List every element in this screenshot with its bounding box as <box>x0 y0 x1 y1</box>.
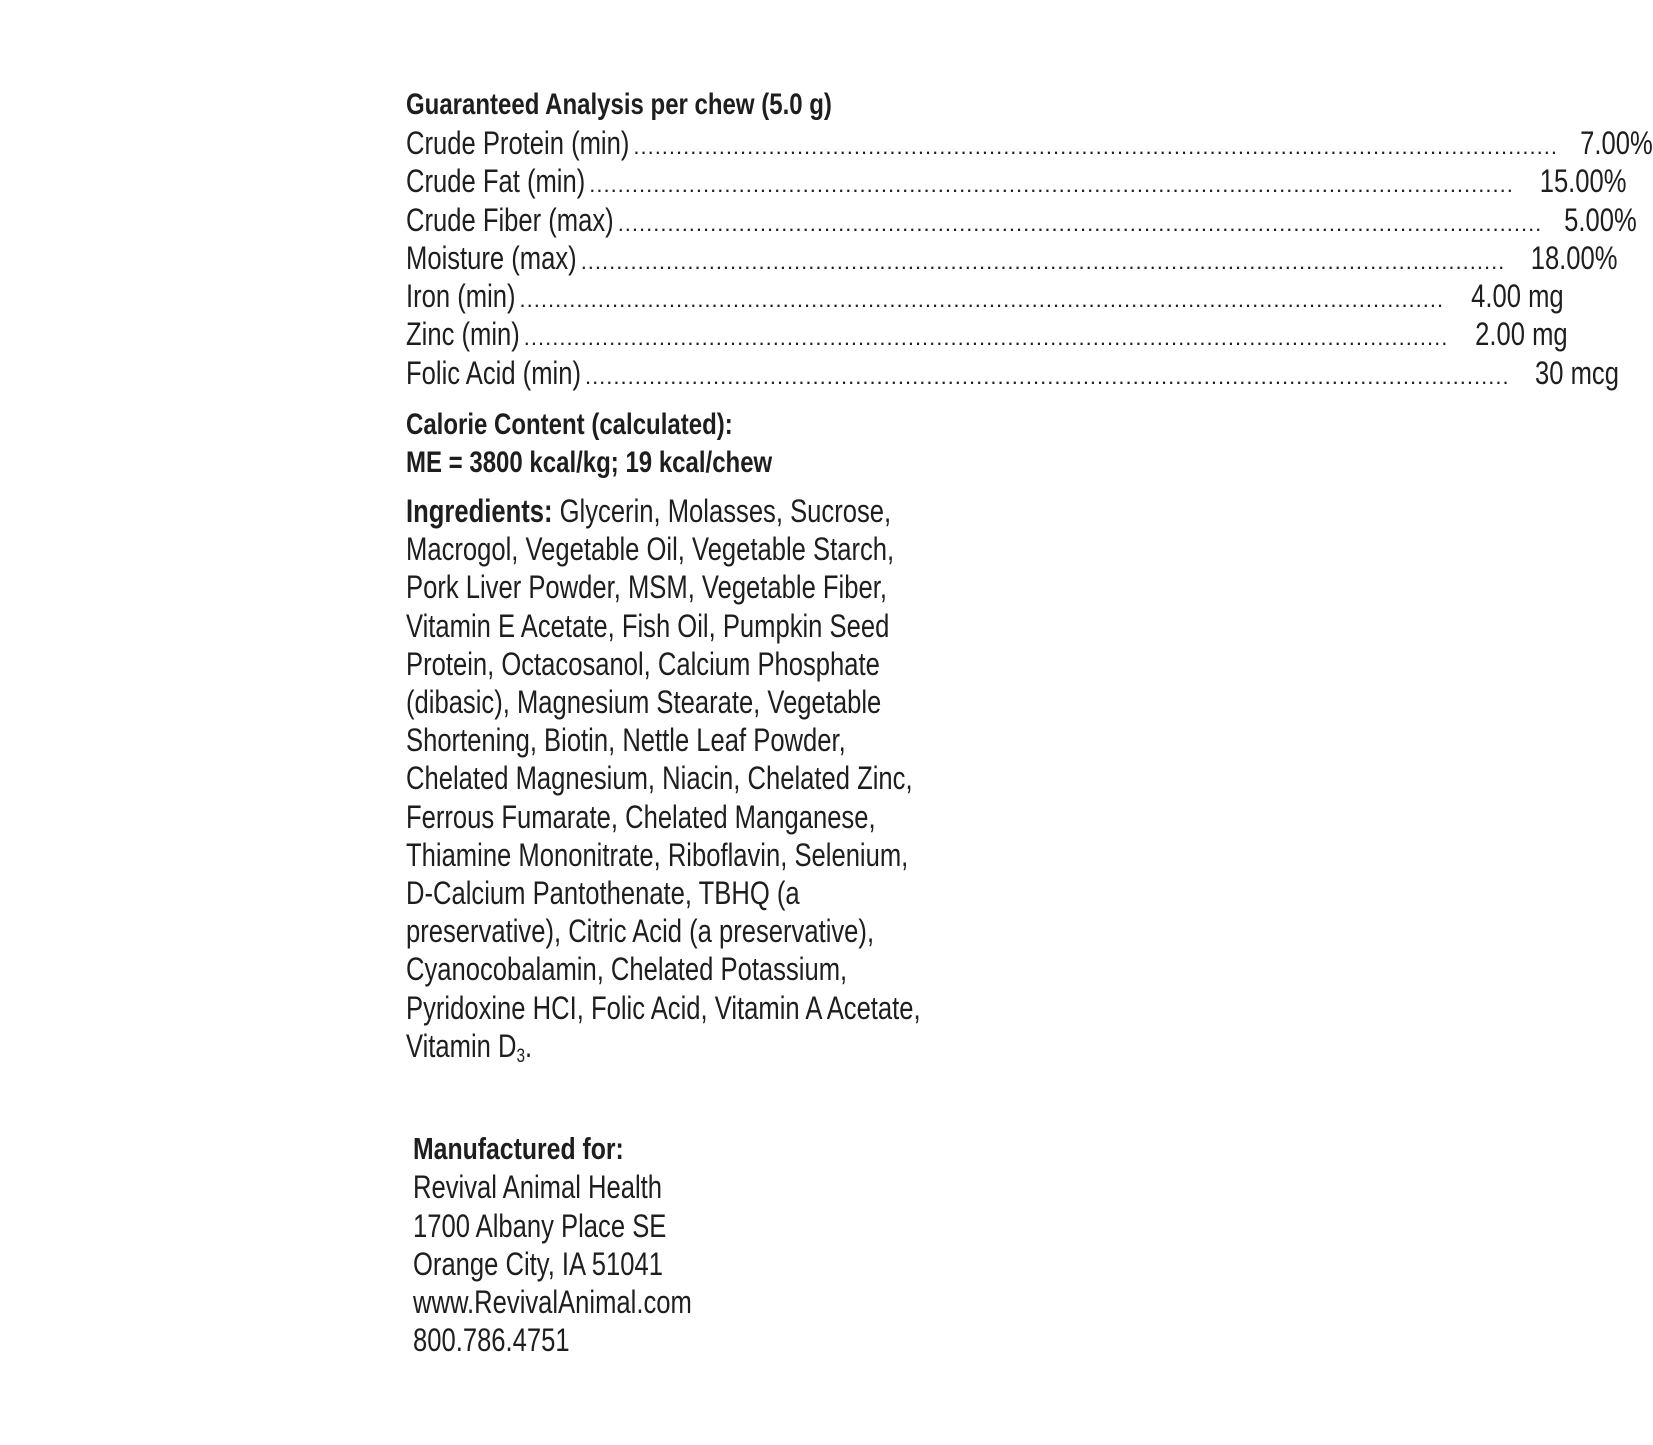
nutrient-value: 15.00% <box>1539 163 1627 200</box>
ingredients-last-line <box>406 1027 532 1065</box>
ingredients-line: Vitamin E Acetate, Fish Oil, Pumpkin Seed <box>406 607 890 644</box>
ingredients-line: Thiamine Mononitrate, Riboflavin, Selenium, <box>406 836 909 873</box>
nutrient-value: 4.00 mg <box>1471 278 1564 315</box>
ingredients-label: Ingredients: <box>406 493 553 530</box>
ingredients-line: Chelated Magnesium, Niacin, Chelated Zinc, <box>406 760 913 797</box>
dot-leader <box>520 281 1445 319</box>
nutrient-name: Iron (min) <box>406 278 516 315</box>
nutrient-name: Crude Protein (min) <box>406 125 630 161</box>
dot-leader <box>618 205 1543 243</box>
guaranteed-analysis-heading-text: Guaranteed Analysis per chew (5.0 g) <box>406 88 832 121</box>
dot-leader <box>524 319 1449 357</box>
analysis-row-crude-protein <box>406 124 1653 162</box>
nutrient-name: Zinc (min) <box>406 316 520 353</box>
ingredients-line: Pyridoxine HCI, Folic Acid, Vitamin A Acetate, <box>406 989 921 1026</box>
manufacturer-block <box>413 1130 913 1360</box>
manufacturer-phone: 800.786.4751 <box>413 1322 570 1359</box>
manufacturer-address-line-1: 1700 Albany Place SE <box>413 1207 667 1244</box>
manufacturer-name: Revival Animal Health <box>413 1169 662 1206</box>
ingredients-last-line-suffix: . <box>525 1027 533 1064</box>
calorie-content-heading: Calorie Content (calculated): <box>406 408 733 442</box>
ingredients-line: Protein, Octacosanol, Calcium Phosphate <box>406 645 880 682</box>
manufacturer-website: www.RevivalAnimal.com <box>413 1284 692 1321</box>
guaranteed-analysis-list <box>406 124 1653 392</box>
dot-leader <box>581 243 1506 281</box>
analysis-row-crude-fiber <box>406 201 1638 239</box>
analysis-row-zinc <box>406 315 1568 353</box>
analysis-row-moisture <box>406 239 1618 277</box>
dot-leader <box>585 358 1510 396</box>
ingredients-line: Macrogol, Vegetable Oil, Vegetable Starch, <box>406 531 895 568</box>
nutrient-name: Crude Fat (min) <box>406 163 586 200</box>
nutrient-name: Moisture (max) <box>406 239 577 276</box>
dot-leader <box>633 128 1558 166</box>
calorie-content <box>406 406 996 482</box>
nutrient-value: 18.00% <box>1531 239 1618 276</box>
nutrient-value: 2.00 mg <box>1475 316 1568 353</box>
manufacturer-title: Manufactured for: <box>413 1131 624 1166</box>
dot-leader <box>589 166 1514 204</box>
ingredients-line: D-Calcium Pantothenate, TBHQ (a <box>406 874 800 911</box>
analysis-row-crude-fat <box>406 162 1627 200</box>
analysis-row-iron <box>406 277 1564 315</box>
ingredients-line: Shortening, Biotin, Nettle Leaf Powder, <box>406 722 846 759</box>
nutrient-value: 30 mcg <box>1534 354 1619 391</box>
ingredients-line: Pork Liver Powder, MSM, Vegetable Fiber, <box>406 569 887 606</box>
ingredients-line: Glycerin, Molasses, Sucrose, <box>552 493 892 530</box>
nutrient-value: 5.00% <box>1564 201 1638 238</box>
calorie-content-value: ME = 3800 kcal/kg; 19 kcal/chew <box>406 446 773 480</box>
analysis-row-folic-acid <box>406 354 1619 392</box>
nutrient-name: Folic Acid (min) <box>406 354 581 391</box>
ingredients-line: (dibasic), Magnesium Stearate, Vegetable <box>406 684 882 721</box>
nutrient-name: Crude Fiber (max) <box>406 201 614 238</box>
ingredients-line: Ferrous Fumarate, Chelated Manganese, <box>406 798 876 835</box>
ingredients-last-line-prefix: Vitamin D <box>406 1027 517 1064</box>
nutrient-value: 7.00% <box>1580 125 1653 161</box>
ingredients-last-line-subscript: 3 <box>516 1045 526 1067</box>
ingredients-line: Cyanocobalamin, Chelated Potassium, <box>406 951 848 988</box>
ingredients-line: preservative), Citric Acid (a preservative), <box>406 913 875 950</box>
label-panel <box>406 86 1653 1067</box>
manufacturer-address-line-2: Orange City, IA 51041 <box>413 1245 663 1282</box>
guaranteed-analysis-heading <box>406 86 996 124</box>
ingredients-block <box>406 492 996 1065</box>
